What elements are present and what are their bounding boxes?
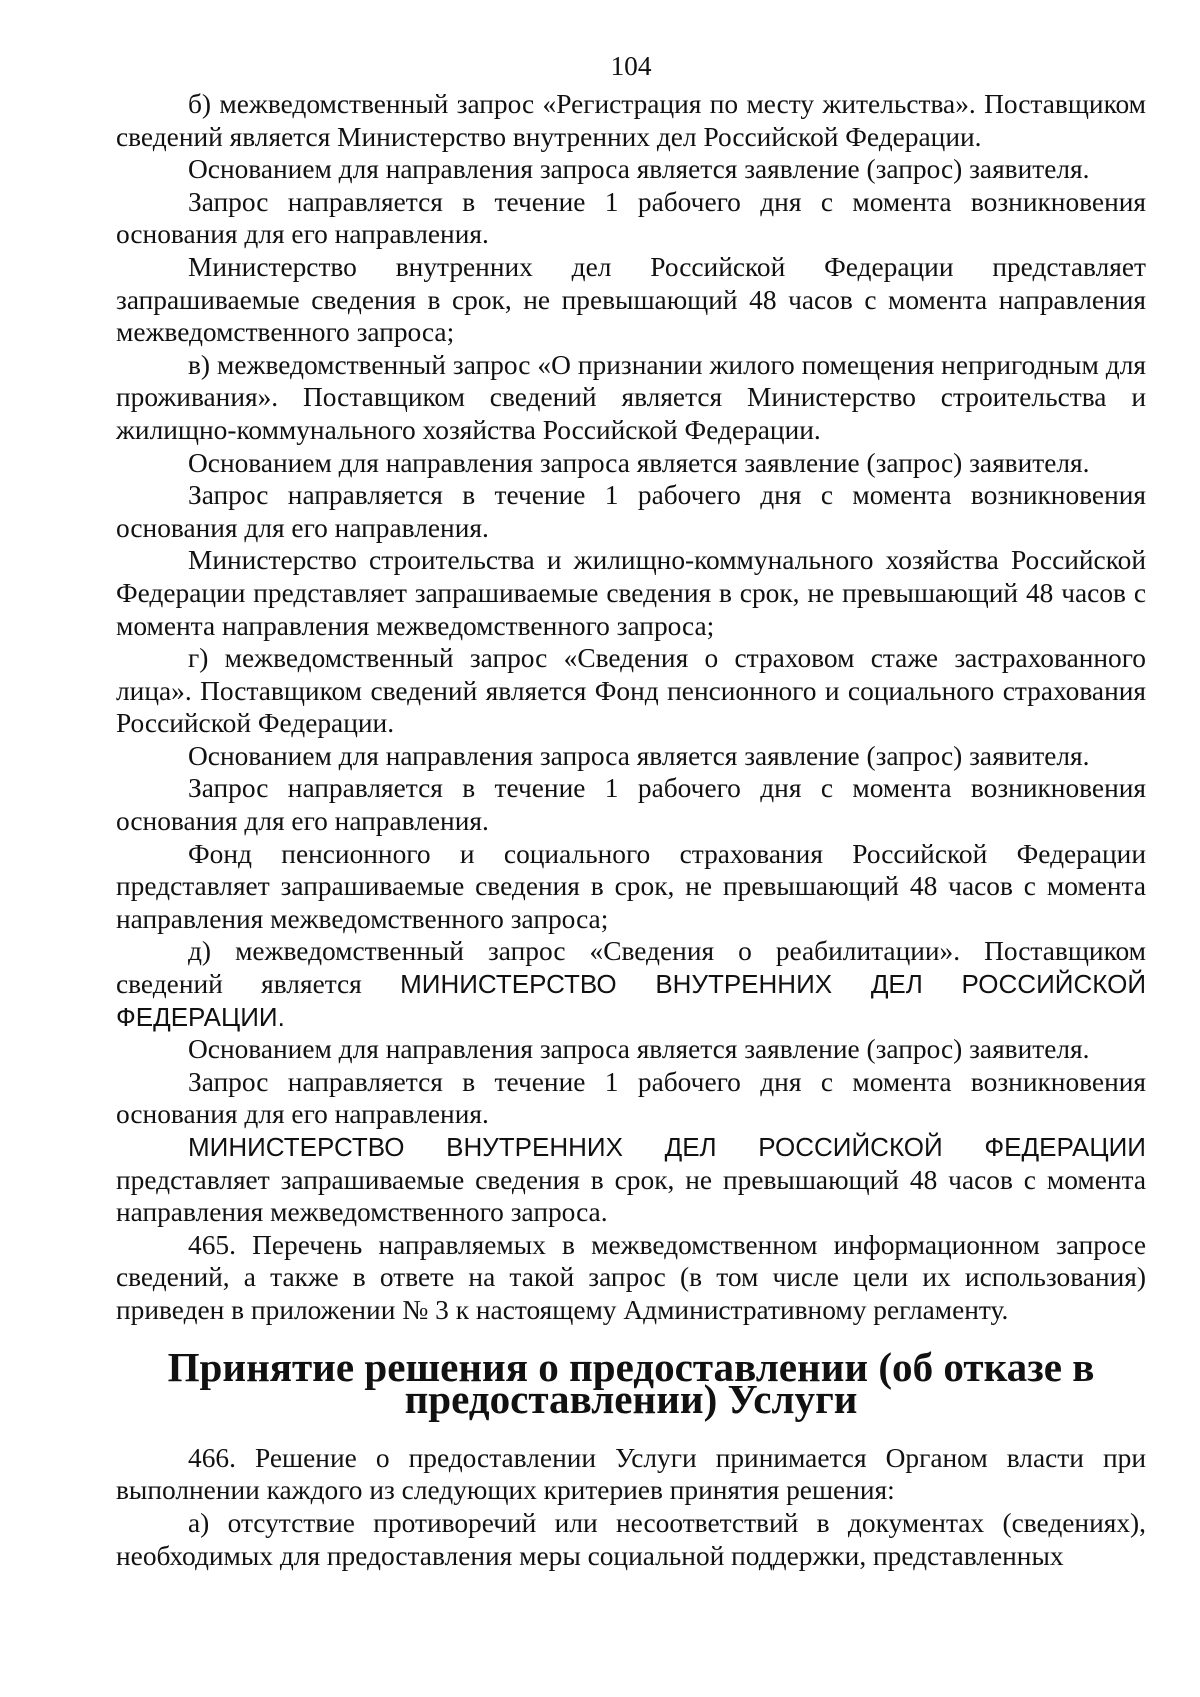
paragraph-d-provides-caps: МИНИСТЕРСТВО ВНУТРЕННИХ ДЕЛ РОССИЙСКОЙ ФЕДЕРАЦИИ	[188, 1132, 1146, 1162]
paragraph-provides: Министерство внутренних дел Российской Федерации представляет запрашиваемые сведения в срок, не превышающий 48 часов с момента направления межведомственного запроса;	[116, 251, 1146, 348]
section-heading: Принятие решения о предоставлении (об отказе в предоставлении) Услуги	[167, 1343, 1095, 1423]
paragraph-provides: Фонд пенсионного и социального страхования Российской Федерации представляет запрашиваемые сведения в срок, не превышающий 48 часов с момента направления межведомственного запроса;	[116, 838, 1146, 934]
paragraph-466: 466. Решение о предоставлении Услуги принимается Органом власти при выполнении каждого из следующих критериев принятия решения:	[116, 1442, 1146, 1506]
document-page	[116, 48, 1146, 1572]
paragraph-b-request: б) межведомственный запрос «Регистрация по месту жительства». Поставщиком сведений является Министерство внутренних дел Российской Федерации.	[116, 89, 1146, 152]
paragraph-timing: Запрос направляется в течение 1 рабочего дня с момента возникновения основания для его направления.	[116, 773, 1146, 837]
paragraph-d-caps: МИНИСТЕРСТВО ВНУТРЕННИХ ДЕЛ РОССИЙСКОЙ ФЕДЕРАЦИИ.	[116, 969, 1146, 1032]
paragraph-d-request	[116, 935, 1146, 1033]
paragraph-basis: Основанием для направления запроса является заявление (запрос) заявителя.	[188, 740, 1090, 771]
paragraph-timing: Запрос направляется в течение 1 рабочего дня с момента возникновения основания для его направления.	[116, 186, 1146, 250]
paragraph-basis: Основанием для направления запроса является заявление (запрос) заявителя.	[188, 1034, 1090, 1065]
paragraph-d-provides-rest: представляет запрашиваемые сведения в срок, не превышающий 48 часов с момента направления межведомственного запроса.	[116, 1164, 1146, 1228]
paragraph-timing: Запрос направляется в течение 1 рабочего дня с момента возникновения основания для его направления.	[116, 480, 1146, 543]
paragraph-d-provides	[116, 1131, 1146, 1229]
paragraph-a-criterion: а) отсутствие противоречий или несоответствий в документах (сведениях), необходимых для предоставления меры социальной поддержки, представленных	[116, 1507, 1146, 1571]
paragraph-g-request: г) межведомственный запрос «Сведения о страховом стаже застрахованного лица». Поставщиком сведений является Фонд пенсионного и социального страхования Российской Федерации.	[116, 643, 1146, 739]
paragraph-provides: Министерство строительства и жилищно-коммунального хозяйства Российской Федерации представляет запрашиваемые сведения в срок, не превышающий 48 часов с момента направления межведомственного запроса;	[116, 545, 1146, 641]
paragraph-d-lead: д) межведомственный запрос «Сведения о реабилитации». Поставщиком сведений является	[116, 936, 1146, 1000]
paragraph-timing: Запрос направляется в течение 1 рабочего дня с момента возникновения основания для его направления.	[116, 1066, 1146, 1130]
paragraph-basis: Основанием для направления запроса является заявление (запрос) заявителя.	[188, 154, 1090, 185]
page-number: 104	[610, 51, 652, 81]
paragraph-v-request: в) межведомственный запрос «О признании жилого помещения непригодным для проживания». Поставщиком сведений является Министерство строительства и жилищно-коммунального хозяйства Российской Федерации.	[116, 349, 1146, 445]
paragraph-465: 465. Перечень направляемых в межведомственном информационном запросе сведений, а также в ответе на такой запрос (в том числе цели их использования) приведен в приложении № 3 к настоящему Административному регламенту.	[116, 1229, 1146, 1325]
paragraph-basis: Основанием для направления запроса является заявление (запрос) заявителя.	[188, 447, 1090, 478]
